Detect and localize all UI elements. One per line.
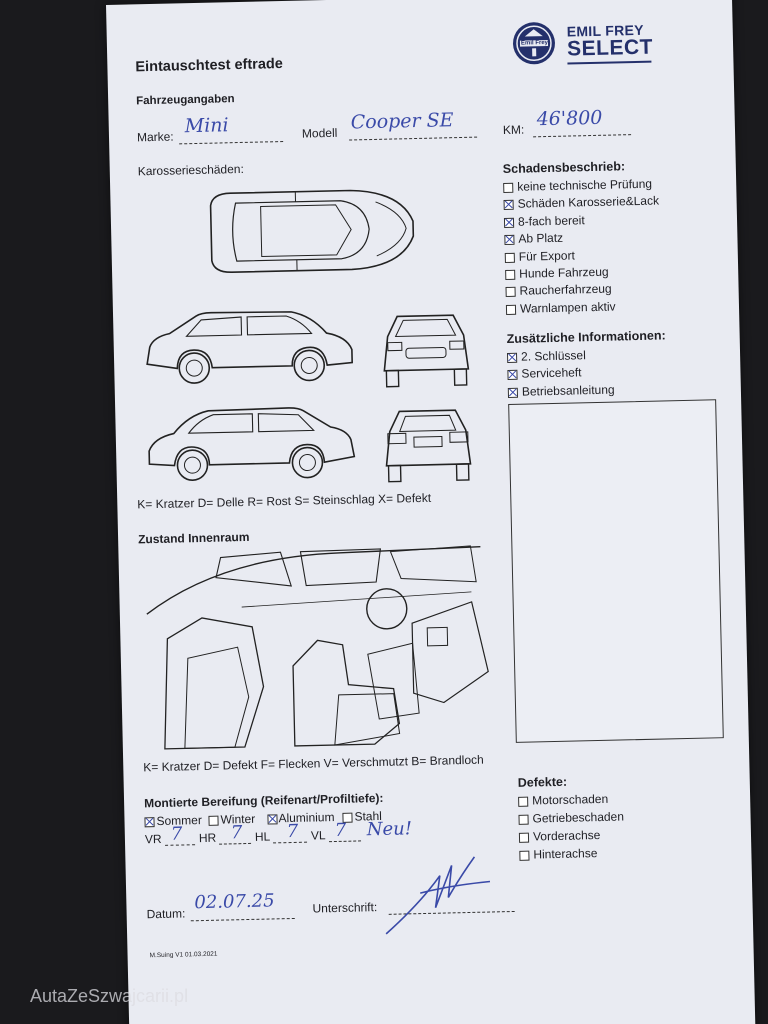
damage-description-label: 8-fach bereit — [517, 212, 585, 229]
damage-description-item[interactable] — [506, 297, 726, 319]
logo-badge-text: Emil Frey — [520, 39, 549, 47]
defects-title: Defekte: — [517, 774, 568, 790]
modell-label: Modell — [301, 125, 338, 141]
additional-info-checkbox[interactable] — [508, 388, 518, 398]
km-value: 46'800 — [536, 106, 603, 131]
datum-value: 02.07.25 — [194, 890, 275, 914]
tyre-sommer-label: Sommer — [156, 813, 203, 829]
tyres-title: Montierte Bereifung (Reifenart/Profiltiefe): — [143, 790, 384, 811]
damage-description-label: Schäden Karosserie&Lack — [517, 193, 660, 212]
vr-value: 7 — [170, 823, 183, 845]
km-label: KM: — [502, 122, 525, 138]
body-legend: K= Kratzer D= Delle R= Rost S= Steinschlag X= Defekt — [137, 490, 432, 512]
car-interior-diagram — [140, 541, 495, 754]
emil-frey-logo — [510, 18, 654, 69]
inspection-form-sheet — [106, 0, 757, 1024]
handwritten-signature — [379, 846, 501, 939]
defect-checkbox[interactable] — [519, 833, 529, 843]
modell-value: Cooper SE — [350, 109, 454, 134]
defect-label: Vorderachse — [532, 828, 601, 844]
tyre-winter-checkbox[interactable] — [208, 816, 218, 826]
hr-label: HR — [198, 830, 217, 846]
additional-info-title: Zusätzliche Informationen: — [506, 328, 666, 346]
car-front-view-diagram — [375, 307, 477, 389]
additional-info-label: Betriebsanleitung — [521, 382, 615, 399]
tyre-winter-label: Winter — [220, 811, 256, 827]
additional-info-label: Serviceheft — [521, 365, 582, 382]
damage-description-checkbox[interactable] — [506, 287, 516, 297]
additional-info-list — [507, 345, 727, 399]
form-version: M.Suing V1 01.03.2021 — [149, 950, 218, 960]
defects-list — [518, 789, 718, 862]
defect-label: Motorschaden — [531, 791, 609, 808]
damage-description-label: Für Export — [518, 248, 575, 264]
car-top-view-diagram — [200, 181, 422, 281]
hl-value: 7 — [286, 820, 299, 843]
marke-line — [179, 141, 283, 144]
logo-line1: EMIL FREY — [566, 21, 645, 40]
damage-description-checkbox[interactable] — [504, 200, 514, 210]
interior-title: Zustand Innenraum — [137, 529, 250, 547]
logo-line2: SELECT — [566, 35, 654, 61]
damage-description-title: Schadensbeschrieb: — [502, 159, 626, 177]
km-line — [533, 134, 631, 137]
vr-label: VR — [144, 831, 162, 847]
additional-info-label: 2. Schlüssel — [520, 348, 586, 364]
damage-description-checkbox[interactable] — [506, 305, 516, 315]
tyre-sommer-checkbox[interactable] — [144, 817, 154, 827]
damage-description-label: Warnlampen aktiv — [519, 299, 616, 316]
tyre-note: Neu! — [366, 818, 413, 841]
notes-box[interactable] — [508, 399, 724, 743]
marke-value: Mini — [184, 114, 229, 138]
defect-label: Hinterachse — [533, 846, 598, 862]
damage-description-list — [503, 175, 723, 316]
watermark: AutaZeSzwajcarii.pl — [30, 986, 189, 1006]
vl-label: VL — [310, 828, 326, 843]
damage-description-checkbox[interactable] — [505, 270, 515, 280]
marke-label: Marke: — [136, 129, 174, 145]
car-side-view-left-diagram — [141, 304, 358, 389]
datum-line — [191, 918, 295, 921]
additional-info-checkbox[interactable] — [507, 353, 517, 363]
damage-description-label: Hunde Fahrzeug — [519, 264, 609, 281]
modell-line — [349, 137, 477, 141]
defect-label: Getriebeschaden — [532, 809, 625, 826]
interior-legend: K= Kratzer D= Defekt F= Flecken V= Verschmutzt B= Brandloch — [143, 752, 484, 775]
defect-checkbox[interactable] — [518, 797, 528, 807]
defect-checkbox[interactable] — [519, 851, 529, 861]
damage-description-label: keine technische Prüfung — [517, 176, 653, 194]
vl-value: 7 — [334, 819, 347, 842]
damage-description-checkbox[interactable] — [503, 183, 513, 193]
tyre-aluminium-label: Aluminium — [278, 810, 335, 826]
tyre-aluminium-checkbox[interactable] — [267, 814, 277, 824]
defect-checkbox[interactable] — [518, 815, 528, 825]
additional-info-checkbox[interactable] — [507, 370, 517, 380]
datum-label: Datum: — [146, 906, 186, 922]
form-title: Eintauschtest eftrade — [135, 56, 284, 76]
body-damage-title: Karosserieschäden: — [137, 161, 244, 179]
car-side-view-right-diagram — [143, 401, 360, 486]
damage-description-label: Ab Platz — [518, 230, 564, 246]
damage-description-checkbox[interactable] — [504, 218, 514, 228]
tyre-stahl-label: Stahl — [354, 808, 382, 824]
defect-item[interactable] — [519, 843, 739, 866]
hr-value: 7 — [230, 822, 243, 844]
signature-label: Unterschrift: — [312, 900, 378, 916]
vehicle-section-title: Fahrzeugangaben — [136, 93, 235, 108]
damage-description-label: Raucherfahrzeug — [519, 281, 612, 299]
damage-description-checkbox[interactable] — [505, 252, 515, 262]
car-rear-view-diagram — [377, 402, 479, 484]
damage-description-checkbox[interactable] — [504, 235, 514, 245]
hl-label: HL — [254, 829, 271, 844]
